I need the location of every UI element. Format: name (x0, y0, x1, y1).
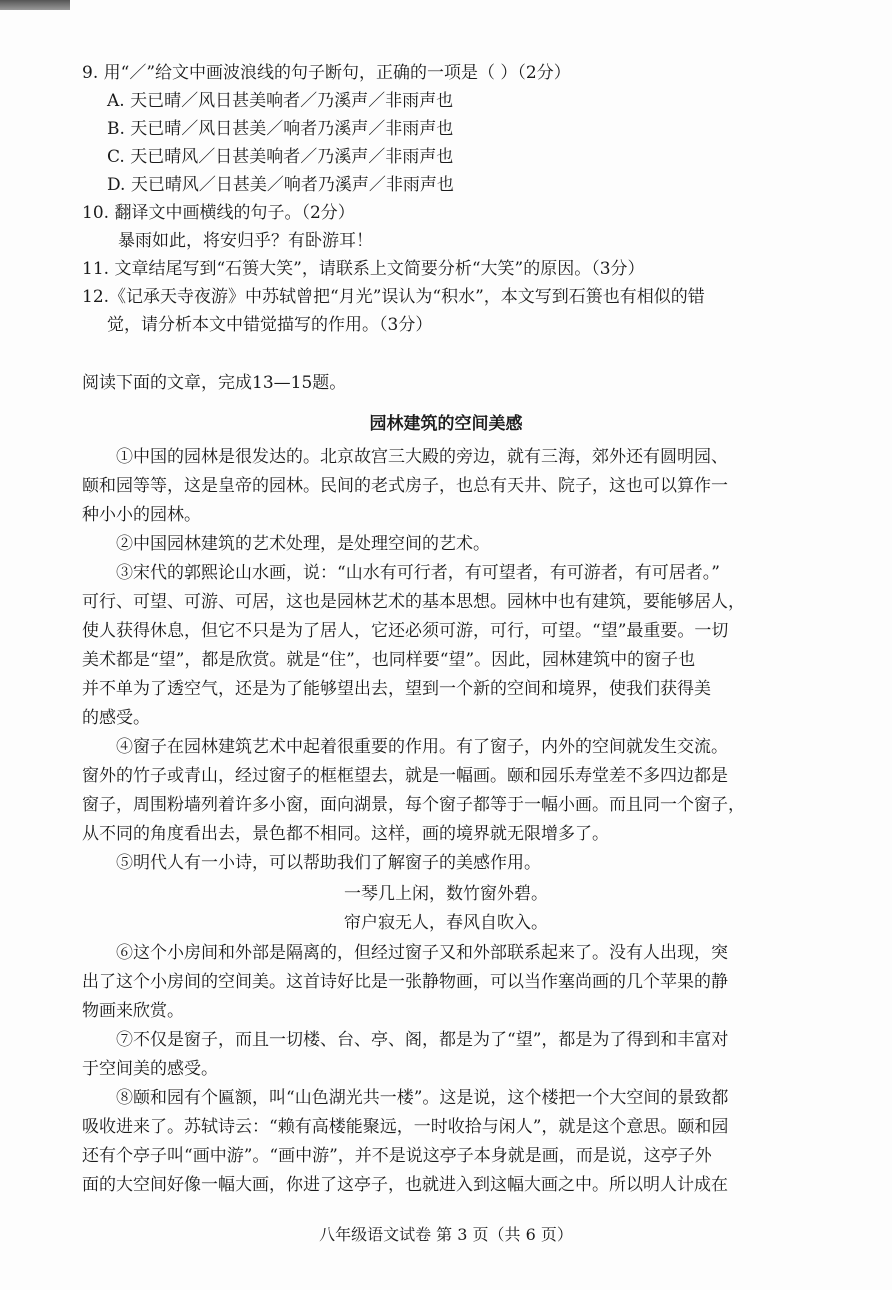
poem-line-1: 一琴几上闲，数竹窗外碧。 (344, 884, 548, 904)
article-line: 面的大空间好像一幅大画，你进了这亭子，也就进入到这幅大画之中。所以明人计成在 (82, 1175, 728, 1195)
article-line: 并不单为了透空气，还是为了能够望出去，望到一个新的空间和境界，使我们获得美 (82, 679, 711, 699)
question-12-line-2: 觉，请分析本文中错觉描写的作用。（3分） (107, 315, 433, 335)
article-line: ⑥这个小房间和外部是隔离的，但经过窗子又和外部联系起来了。没有人出现，突 (116, 943, 728, 963)
question-12-line-1: 12.《记承天寺夜游》中苏轼曾把“月光”误认为“积水”，本文写到石篑也有相似的错 (82, 287, 705, 307)
question-9-option-d: D. 天已晴风／日甚美／响者乃溪声／非雨声也 (107, 175, 454, 195)
reading-instruction: 阅读下面的文章，完成13—15题。 (82, 373, 347, 393)
article-line: 出了这个小房间的空间美。这首诗好比是一张静物画，可以当作塞尚画的几个苹果的静 (82, 972, 728, 992)
article-line: 物画来欣赏。 (82, 1001, 184, 1021)
article-line: ⑤明代人有一小诗，可以帮助我们了解窗子的美感作用。 (116, 853, 541, 873)
article-line: 窗子，周围粉墙列着许多小窗，面向湖景，每个窗子都等于一幅小画。而且同一个窗子， (82, 795, 745, 815)
question-9-option-c: C. 天已晴风／日甚美响者／乃溪声／非雨声也 (107, 147, 454, 167)
article-line: ①中国的园林是很发达的。北京故宫三大殿的旁边，就有三海，郊外还有圆明园、 (116, 447, 728, 467)
poem-line-2: 帘户寂无人，春风自吹入。 (344, 913, 548, 933)
article-line: ③宋代的郭熙论山水画，说：“山水有可行者，有可望者，有可游者，有可居者。” (116, 563, 720, 583)
article-line: ④窗子在园林建筑艺术中起着很重要的作用。有了窗子，内外的空间就发生交流。 (116, 737, 728, 757)
article-line: 颐和园等等，这是皇帝的园林。民间的老式房子，也总有天井、院子，这也可以算作一 (82, 476, 728, 496)
article-line: ⑧颐和园有个匾额，叫“山色湖光共一楼”。这是说，这个楼把一个大空间的景致都 (116, 1088, 729, 1108)
article-line: 还有个亭子叫“画中游”。“画中游”，并不是说这亭子本身就是画，而是说，这亭子外 (82, 1146, 712, 1166)
article-line: 于空间美的感受。 (82, 1059, 218, 1079)
question-10: 10. 翻译文中画横线的句子。（2分） (82, 203, 355, 223)
article-line: 种小小的园林。 (82, 505, 201, 525)
article-line: 吸收进来了。苏轼诗云：“赖有高楼能聚远，一时收拾与闲人”，就是这个意思。颐和园 (82, 1117, 729, 1137)
question-11: 11. 文章结尾写到“石篑大笑”，请联系上文简要分析“大笑”的原因。（3分） (82, 259, 645, 279)
article-line: 美术都是“望”，都是欣赏。就是“住”，也同样要“望”。因此，园林建筑中的窗子也 (82, 650, 696, 670)
article-line: ⑦不仅是窗子，而且一切楼、台、亭、阁，都是为了“望”，都是为了得到和丰富对 (116, 1030, 729, 1050)
article-title: 园林建筑的空间美感 (369, 414, 523, 434)
question-9-option-b: B. 天已晴／风日甚美／响者乃溪声／非雨声也 (107, 119, 454, 139)
article-line: 的感受。 (82, 708, 150, 728)
article-line: 窗外的竹子或青山，经过窗子的框框望去，就是一幅画。颐和园乐寿堂差不多四边都是 (82, 766, 728, 786)
page-footer: 八年级语文试卷 第 3 页（共 6 页） (319, 1225, 573, 1244)
question-9-option-a: A. 天已晴／风日甚美响者／乃溪声／非雨声也 (107, 91, 454, 111)
article-line: 使人获得休息，但它不只是为了居人，它还必须可游，可行，可望。“望”最重要。一切 (82, 621, 729, 641)
article-line: ②中国园林建筑的艺术处理，是处理空间的艺术。 (116, 534, 490, 554)
article-line: 可行、可望、可游、可居，这也是园林艺术的基本思想。园林中也有建筑，要能够居人， (82, 592, 745, 612)
scan-edge-mark (0, 0, 70, 10)
question-9: 9. 用“／”给文中画波浪线的句子断句，正确的一项是（ ）（2分） (82, 63, 571, 83)
article-line: 从不同的角度看出去，景色都不相同。这样，画的境界就无限增多了。 (82, 824, 609, 844)
question-10-sentence: 暴雨如此，将安归乎？有卧游耳！ (118, 231, 373, 251)
